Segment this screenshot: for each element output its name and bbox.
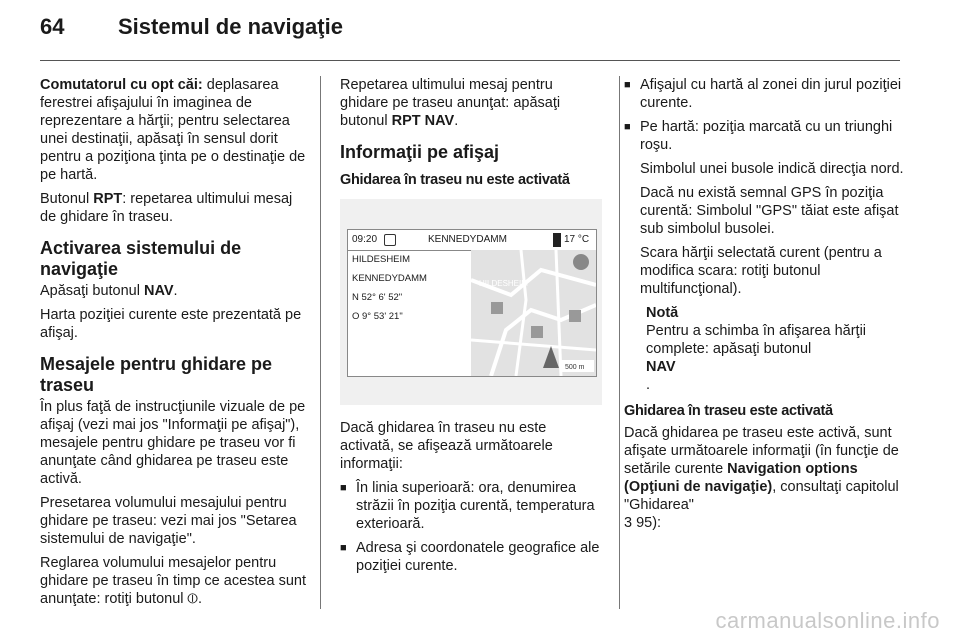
text: .	[646, 377, 651, 393]
address-panel	[348, 250, 475, 376]
page-header	[0, 0, 960, 60]
time: 09:20	[352, 234, 378, 245]
header-rule	[40, 60, 900, 61]
paragraph: Harta poziţiei curente este prezentată pe afişaj.	[40, 307, 302, 341]
button-name: RPT NAV	[391, 113, 455, 129]
list-item: ■ În linia superioară: ora, denumirea străzii în poziţia curentă, temperatura exterioară.	[340, 479, 602, 533]
sub-paragraph: Dacă nu există semnal GPS în poziţia curentă: Simbolul "GPS" tăiat este afişat sub simbolul busolei.	[640, 185, 899, 237]
text: Pentru a schimba în afişarea hărţii complete: apăsaţi butonul	[646, 323, 867, 357]
section-heading: Mesajele pentru ghidare pe traseu	[40, 354, 273, 395]
column-1	[40, 76, 306, 614]
list-item: ■ Pe hartă: poziţia marcată cu un triunghi roşu.	[624, 118, 904, 154]
sub-paragraph: Simbolul unei busole indică direcţia nord.	[640, 161, 904, 177]
paragraph	[624, 424, 904, 532]
watermark: carmanualsonline.info	[715, 608, 940, 633]
status-icon	[384, 234, 396, 246]
parking-icon	[569, 310, 581, 322]
text: Apăsaţi butonul	[40, 283, 144, 299]
paragraph	[40, 76, 306, 184]
note-title: Notă	[646, 305, 679, 321]
paragraph	[40, 282, 306, 300]
outside-temperature: 17 °C	[564, 234, 590, 245]
column-3	[624, 76, 904, 538]
display-illustration	[340, 199, 602, 405]
text: Repetarea ultimului mesaj pentru ghidare pe traseu anunţat: apăsaţi butonul	[340, 77, 561, 129]
bullet-list	[340, 479, 602, 575]
nav-screen	[347, 229, 597, 377]
paragraph: Dacă ghidarea în traseu nu este activată, se afişează următoarele informaţii:	[340, 420, 553, 472]
note	[624, 304, 904, 394]
bullet-list	[624, 76, 904, 154]
street: KENNEDYDAMM	[352, 273, 427, 284]
button-name: RPT	[93, 191, 123, 207]
text: Butonul	[40, 191, 94, 207]
sub-paragraph: Scara hărţii selectată curent (pentru a modifica scara: rotiţi butonul multifuncţional).	[640, 245, 882, 297]
text: deplasarea ferestrei afişajului în imaginea de reprezentare a hărţii; pentru selectarea unei destinaţii, apăsaţi în sensul dorit pentru a poziţiona ţinta pe o destinaţie de pe hartă.	[40, 77, 306, 183]
paragraph: Presetarea volumului mesajului pentru ghidare pe traseu: vezi mai jos "Setarea sistemului de navigaţie".	[40, 495, 297, 547]
setting-name: Navigation options (Opţiuni de navigaţie)	[624, 461, 858, 495]
text: : repetarea ultimului mesaj de ghidare în traseu.	[40, 191, 293, 225]
longitude: O 9° 53' 21"	[352, 311, 403, 322]
thermometer-icon	[553, 233, 561, 247]
screen-top-bar	[348, 230, 596, 251]
list-item: ■ Afişajul cu hartă al zonei din jurul poziţiei curente.	[624, 76, 904, 112]
street-name: KENNEDYDAMM	[428, 234, 507, 245]
map-scale: 500 m	[565, 364, 585, 371]
list-item: ■ Adresa şi coordonatele geografice ale poziţiei curente.	[340, 539, 602, 575]
parking-icon	[491, 302, 503, 314]
text: , consultaţi capitolul "Ghidarea"	[624, 479, 899, 513]
text: Dacă ghidarea pe traseu este activă, sunt afişate următoarele informaţii (în funcţie de setările curente	[624, 425, 899, 477]
page-title: Sistemul de navigaţie	[118, 14, 343, 39]
column-separator	[619, 76, 620, 609]
section-heading: Informaţii pe afişaj	[340, 142, 500, 162]
paragraph	[40, 190, 306, 226]
subsection-heading: Ghidarea în traseu este activată	[624, 403, 833, 419]
latitude: N 52° 6' 52"	[352, 292, 403, 303]
text: .	[454, 113, 459, 129]
column-2	[340, 76, 602, 581]
paragraph	[340, 76, 602, 130]
compass-icon	[573, 254, 589, 270]
text: .	[173, 283, 178, 299]
button-name: NAV	[144, 283, 174, 299]
subsection-heading: Ghidarea în traseu nu este activată	[340, 172, 570, 188]
section-heading: Activarea sistemului de navigaţie	[40, 238, 242, 279]
page-reference: 3 95):	[624, 515, 662, 531]
button-name: NAV	[646, 359, 676, 375]
map-label: HILDESHEIM	[479, 279, 528, 288]
paragraph: În plus faţă de instrucţiunile vizuale de pe afişaj (vezi mai jos "Informaţii pe afişaj"), mesajele pentru ghidare pe traseu vor fi anunţate când ghidarea pe traseu este activă.	[40, 399, 306, 487]
city: HILDESHEIM	[352, 254, 411, 265]
page-number: 64	[40, 14, 65, 39]
paragraph: Reglarea volumului mesajelor pentru ghidare pe traseu în timp ce acestea sunt anunţate: rotiţi butonul ⦶.	[40, 555, 306, 607]
column-separator	[320, 76, 321, 609]
map-graphic	[471, 250, 596, 376]
term: Comutatorul cu opt căi:	[40, 77, 203, 93]
parking-icon	[531, 326, 543, 338]
map-view	[471, 250, 596, 376]
